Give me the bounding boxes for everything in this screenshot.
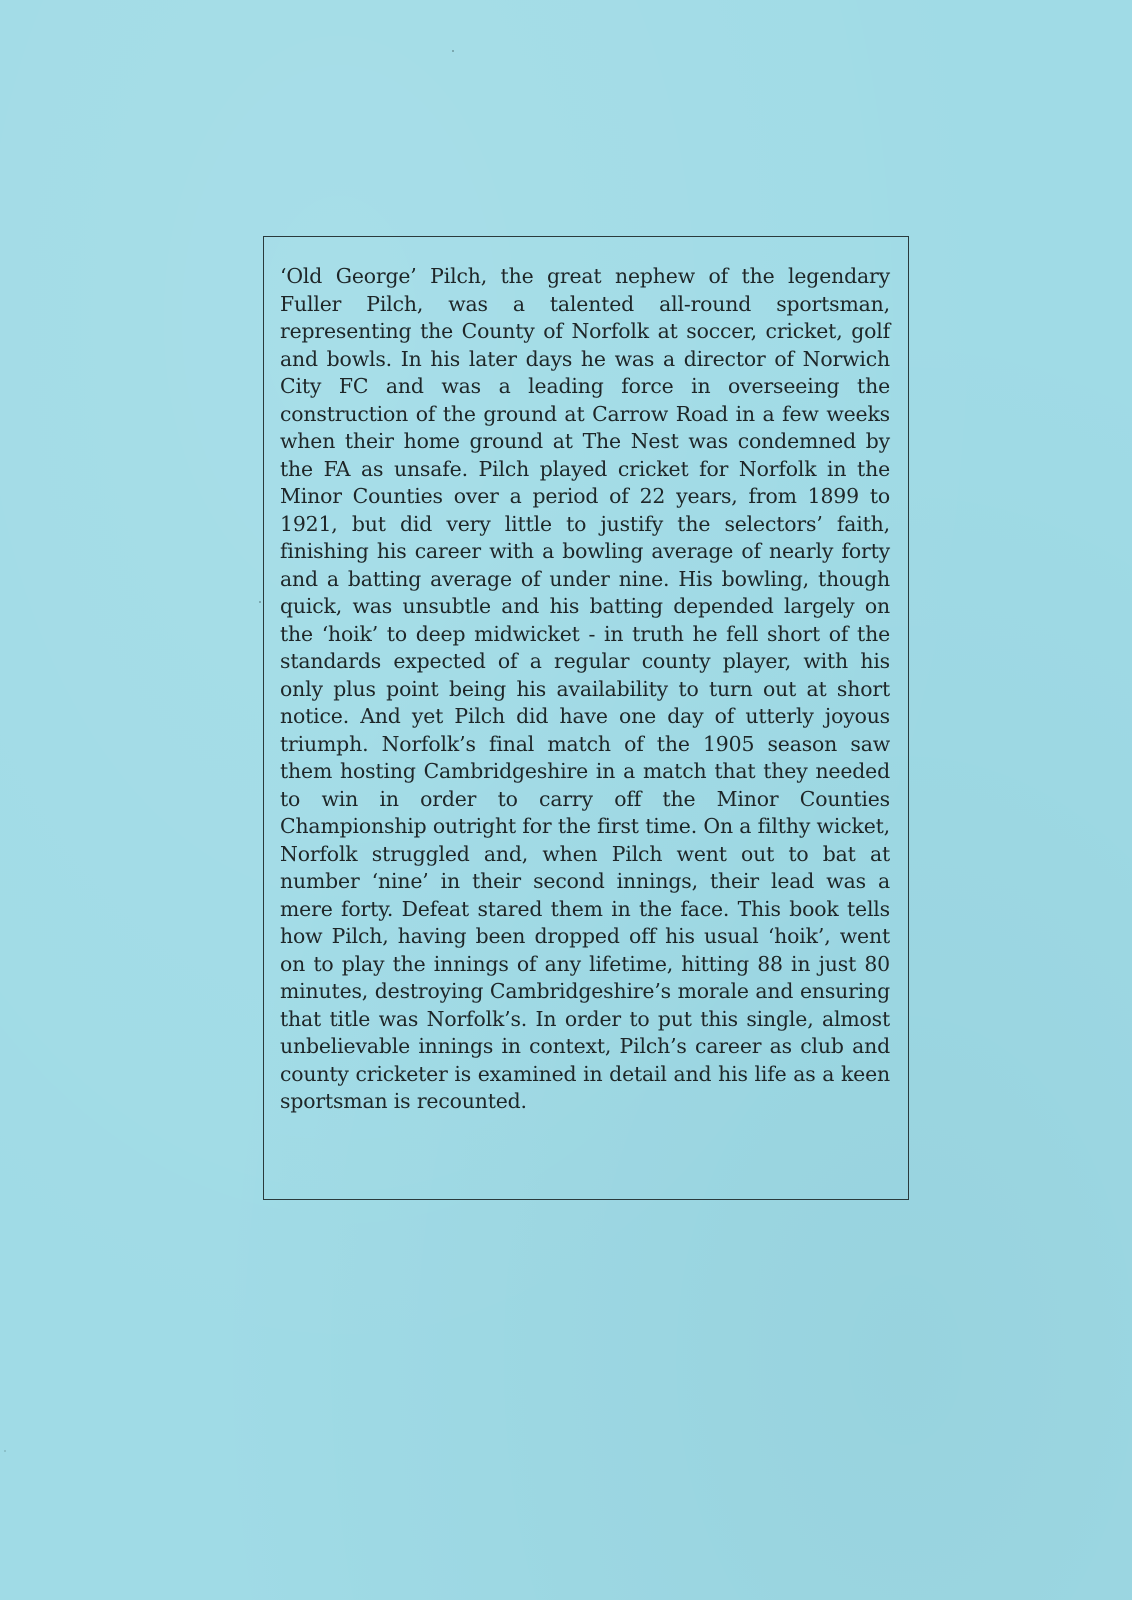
paper-speck (259, 601, 261, 603)
paper-speck (4, 1450, 6, 1452)
blurb-text: ‘Old George’ Pilch, the great nephew of the legendary Fuller Pilch, was a talented all-round sportsman, representing the County of Norfolk at soccer, cricket, golf and bowls. In his later days he was a director of Norwich City FC and was a leading force in overseeing the construction of the ground at Carrow Road in a few weeks when their home ground at The Nest was condemned by the FA as unsafe. Pilch played cricket for Norfolk in the Minor Counties over a period of 22 years, from 1899 to 1921, but did very little to justify the selectors’ faith, finishing his career with a bowling average of nearly forty and a batting average of under nine. His bowling, though quick, was unsubtle and his batting depended largely on the ‘hoik’ to deep midwicket - in truth he fell short of the standards expected of a regular county player, with his only plus point being his availability to turn out at short notice. And yet Pilch did have one day of utterly joyous triumph. Norfolk’s final match of the 1905 season saw them hosting Cambridgeshire in a match that they needed to win in order to carry off the Minor Counties Championship outright for the first time. On a filthy wicket, Norfolk struggled and, when Pilch went out to bat at number ‘nine’ in their second innings, their lead was a mere forty. Defeat stared them in the face. This book tells how Pilch, having been dropped off his usual ‘hoik’, went on to play the innings of any lifetime, hitting 88 in just 80 minutes, destroying Cambridgeshire’s morale and ensuring that title was Norfolk’s. In order to put this single, almost unbelievable innings in context, Pilch’s career as club and county cricketer is examined in detail and his life as a keen sportsman is recounted. (280, 264, 890, 1113)
paper-speck (452, 50, 454, 52)
blurb-box (263, 236, 909, 1200)
